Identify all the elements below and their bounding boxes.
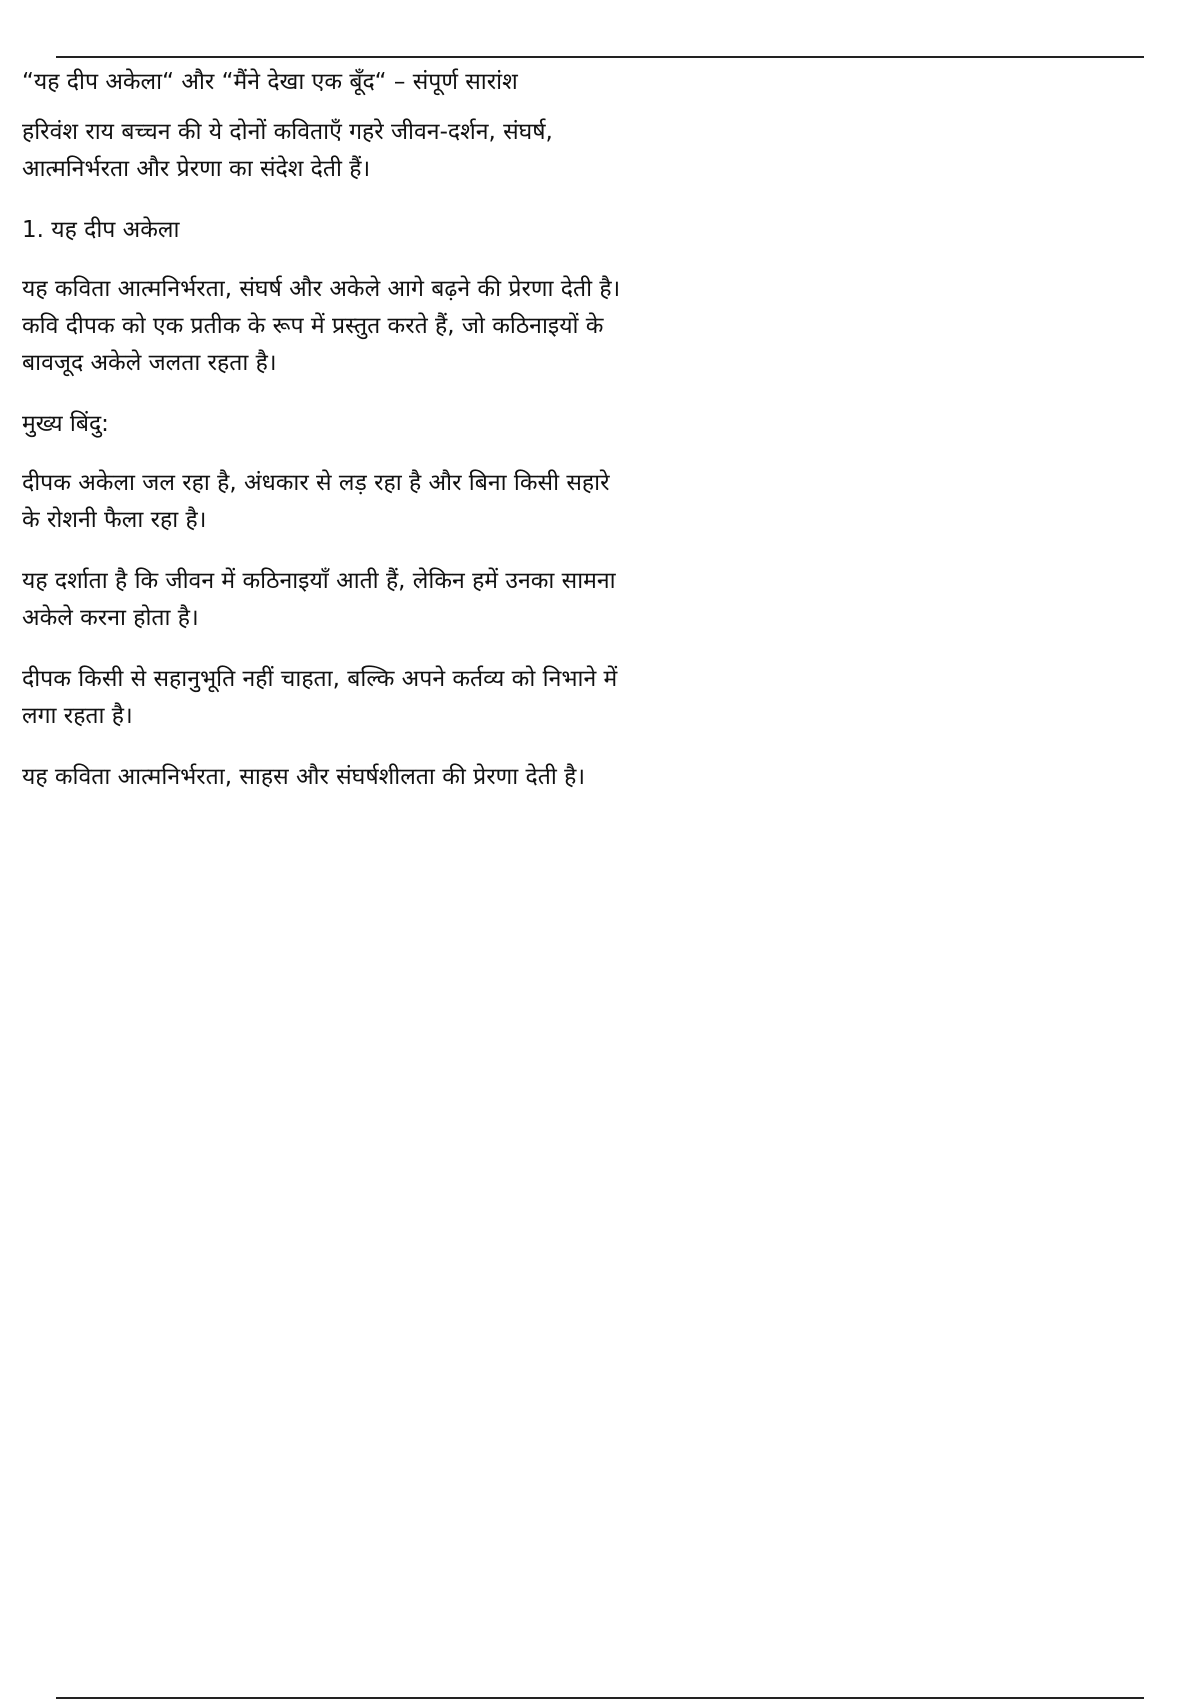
header-rule: [56, 56, 1144, 58]
points-heading: मुख्य बिंदु:: [22, 411, 109, 437]
document-title: “यह दीप अकेला“ और “मैंने देखा एक बूँद“ – संपूर्ण सारांश: [22, 69, 518, 95]
point-paragraph: दीपक अकेला जल रहा है, अंधकार से लड़ रहा है और बिना किसी सहारे के रोशनी फैला रहा है।: [22, 470, 610, 533]
footer-rule: [56, 1697, 1144, 1699]
section-heading: 1. यह दीप अकेला: [22, 217, 180, 243]
section-summary: यह कविता आत्मनिर्भरता, संघर्ष और अकेले आगे बढ़ने की प्रेरणा देती है। कवि दीपक को एक प्रतीक के रूप में प्रस्तुत करते हैं, जो कठिनाइयों के बावजूद अकेले जलता रहता है।: [22, 276, 621, 376]
document-body: [22, 62, 622, 820]
point-paragraph: दीपक किसी से सहानुभूति नहीं चाहता, बल्कि अपने कर्तव्य को निभाने में लगा रहता है।: [22, 666, 618, 729]
point-paragraph: यह कविता आत्मनिर्भरता, साहस और संघर्षशीलता की प्रेरणा देती है।: [22, 764, 586, 790]
point-paragraph: यह दर्शाता है कि जीवन में कठिनाइयाँ आती हैं, लेकिन हमें उनका सामना अकेले करना होता है।: [22, 568, 616, 631]
intro-paragraph: हरिवंश राय बच्चन की ये दोनों कविताएँ गहरे जीवन-दर्शन, संघर्ष, आत्मनिर्भरता और प्रेरणा का संदेश देती हैं।: [22, 119, 553, 182]
